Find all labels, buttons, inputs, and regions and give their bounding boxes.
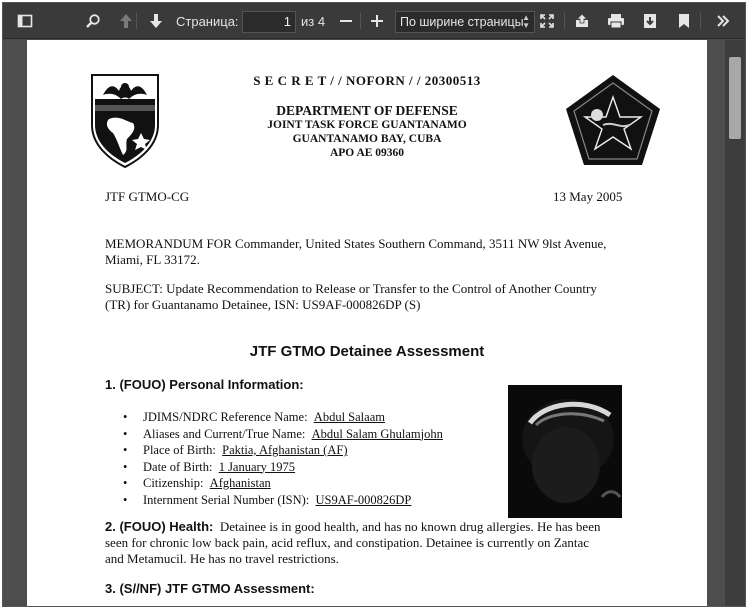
classification-marking: S E C R E T / / NOFORN / / 20300513: [253, 73, 481, 88]
document-viewport[interactable]: [3, 40, 745, 607]
assessment-title: JTF GTMO Detainee Assessment: [249, 343, 485, 360]
list-item: [123, 459, 443, 476]
personal-info-list: [123, 409, 443, 508]
next-page-icon[interactable]: [144, 9, 168, 33]
field-label: Aliases and Current/True Name:: [143, 426, 306, 441]
field-value: Abdul Salam Ghulamjohn: [311, 426, 443, 441]
field-label: Citizenship:: [143, 476, 204, 490]
subject-line-2: (TR) for Guantanamo Detainee, ISN: US9AF-000826DP (S): [105, 297, 421, 312]
sidebar-toggle-icon[interactable]: [13, 9, 37, 33]
toolbar-separator: [360, 13, 361, 29]
field-value: US9AF-000826DP: [315, 492, 412, 507]
zoom-out-icon[interactable]: [334, 9, 358, 33]
fullscreen-icon[interactable]: [535, 9, 559, 33]
vertical-scrollbar[interactable]: [725, 40, 745, 607]
section-2-line-2: seen for chronic low back pain, acid reflux, and constipation. Detainee is currently on Zantac: [105, 535, 590, 550]
section-2-line-1: [105, 519, 600, 535]
apo-line: APO AE 09360: [329, 147, 405, 159]
detainee-photo: [508, 385, 622, 518]
subject-line-1: SUBJECT: Update Recommendation to Release or Transfer to the Control of Another Country: [105, 281, 597, 296]
field-label: JDIMS/NDRC Reference Name:: [143, 410, 308, 424]
more-tools-icon[interactable]: [711, 9, 735, 33]
field-label: Date of Birth:: [143, 459, 213, 474]
download-icon[interactable]: [638, 9, 662, 33]
field-value: 1 January 1975: [218, 459, 296, 474]
section-2-heading: 2. (FOUO) Health:: [105, 519, 214, 534]
location-line: GUANTANAMO BAY, CUBA: [292, 133, 442, 145]
bookmark-icon[interactable]: [672, 9, 696, 33]
page-number-input[interactable]: 1: [242, 11, 296, 33]
toolbar: [3, 3, 745, 39]
task-force-name: JOINT TASK FORCE GUANTANAMO: [267, 119, 467, 131]
section-2-line-3: and Metamucil. He has no travel restrictions.: [105, 551, 339, 566]
list-item: [123, 426, 443, 443]
field-value: Paktia, Afghanistan (AF): [222, 443, 348, 457]
zoom-select[interactable]: [395, 11, 535, 33]
open-file-icon[interactable]: [570, 9, 594, 33]
pdf-viewer-window: [2, 2, 746, 607]
field-value: Abdul Salaam: [313, 410, 385, 424]
pentagon-seal: [563, 73, 663, 169]
memo-for-line-2: Miami, FL 33172.: [105, 252, 200, 267]
page-total: из 4: [301, 14, 326, 29]
field-label: Internment Serial Number (ISN):: [143, 492, 310, 507]
document-page: [27, 40, 707, 607]
toolbar-separator: [700, 13, 701, 29]
office-symbol: JTF GTMO-CG: [105, 189, 190, 204]
field-value: Afghanistan: [209, 476, 271, 490]
field-label: Place of Birth:: [143, 443, 216, 457]
prev-page-icon[interactable]: [114, 9, 138, 33]
list-item: [123, 409, 443, 426]
memo-date: 13 May 2005: [553, 189, 623, 204]
chevron-updown-icon: ▲ ▼: [522, 13, 530, 30]
toolbar-separator: [136, 13, 137, 29]
scroll-thumb[interactable]: [729, 57, 741, 139]
list-item: [123, 442, 443, 459]
print-icon[interactable]: [604, 9, 628, 33]
zoom-select-value: По ширине страницы: [400, 15, 524, 29]
toolbar-separator: [564, 13, 565, 29]
search-icon[interactable]: [81, 9, 105, 33]
list-item: [123, 475, 443, 492]
zoom-in-icon[interactable]: [365, 9, 389, 33]
memo-for-line-1: MEMORANDUM FOR Commander, United States Southern Command, 3511 NW 9lst Avenue,: [105, 236, 607, 251]
department-title: DEPARTMENT OF DEFENSE: [276, 103, 458, 118]
section-3-heading: 3. (S//NF) JTF GTMO Assessment:: [105, 581, 315, 596]
section-2-text: Detainee is in good health, and has no known drug allergies. He has been: [219, 519, 601, 534]
list-item: [123, 492, 443, 509]
page-label: Страница:: [176, 14, 239, 29]
section-1-heading: 1. (FOUO) Personal Information:: [105, 377, 304, 392]
